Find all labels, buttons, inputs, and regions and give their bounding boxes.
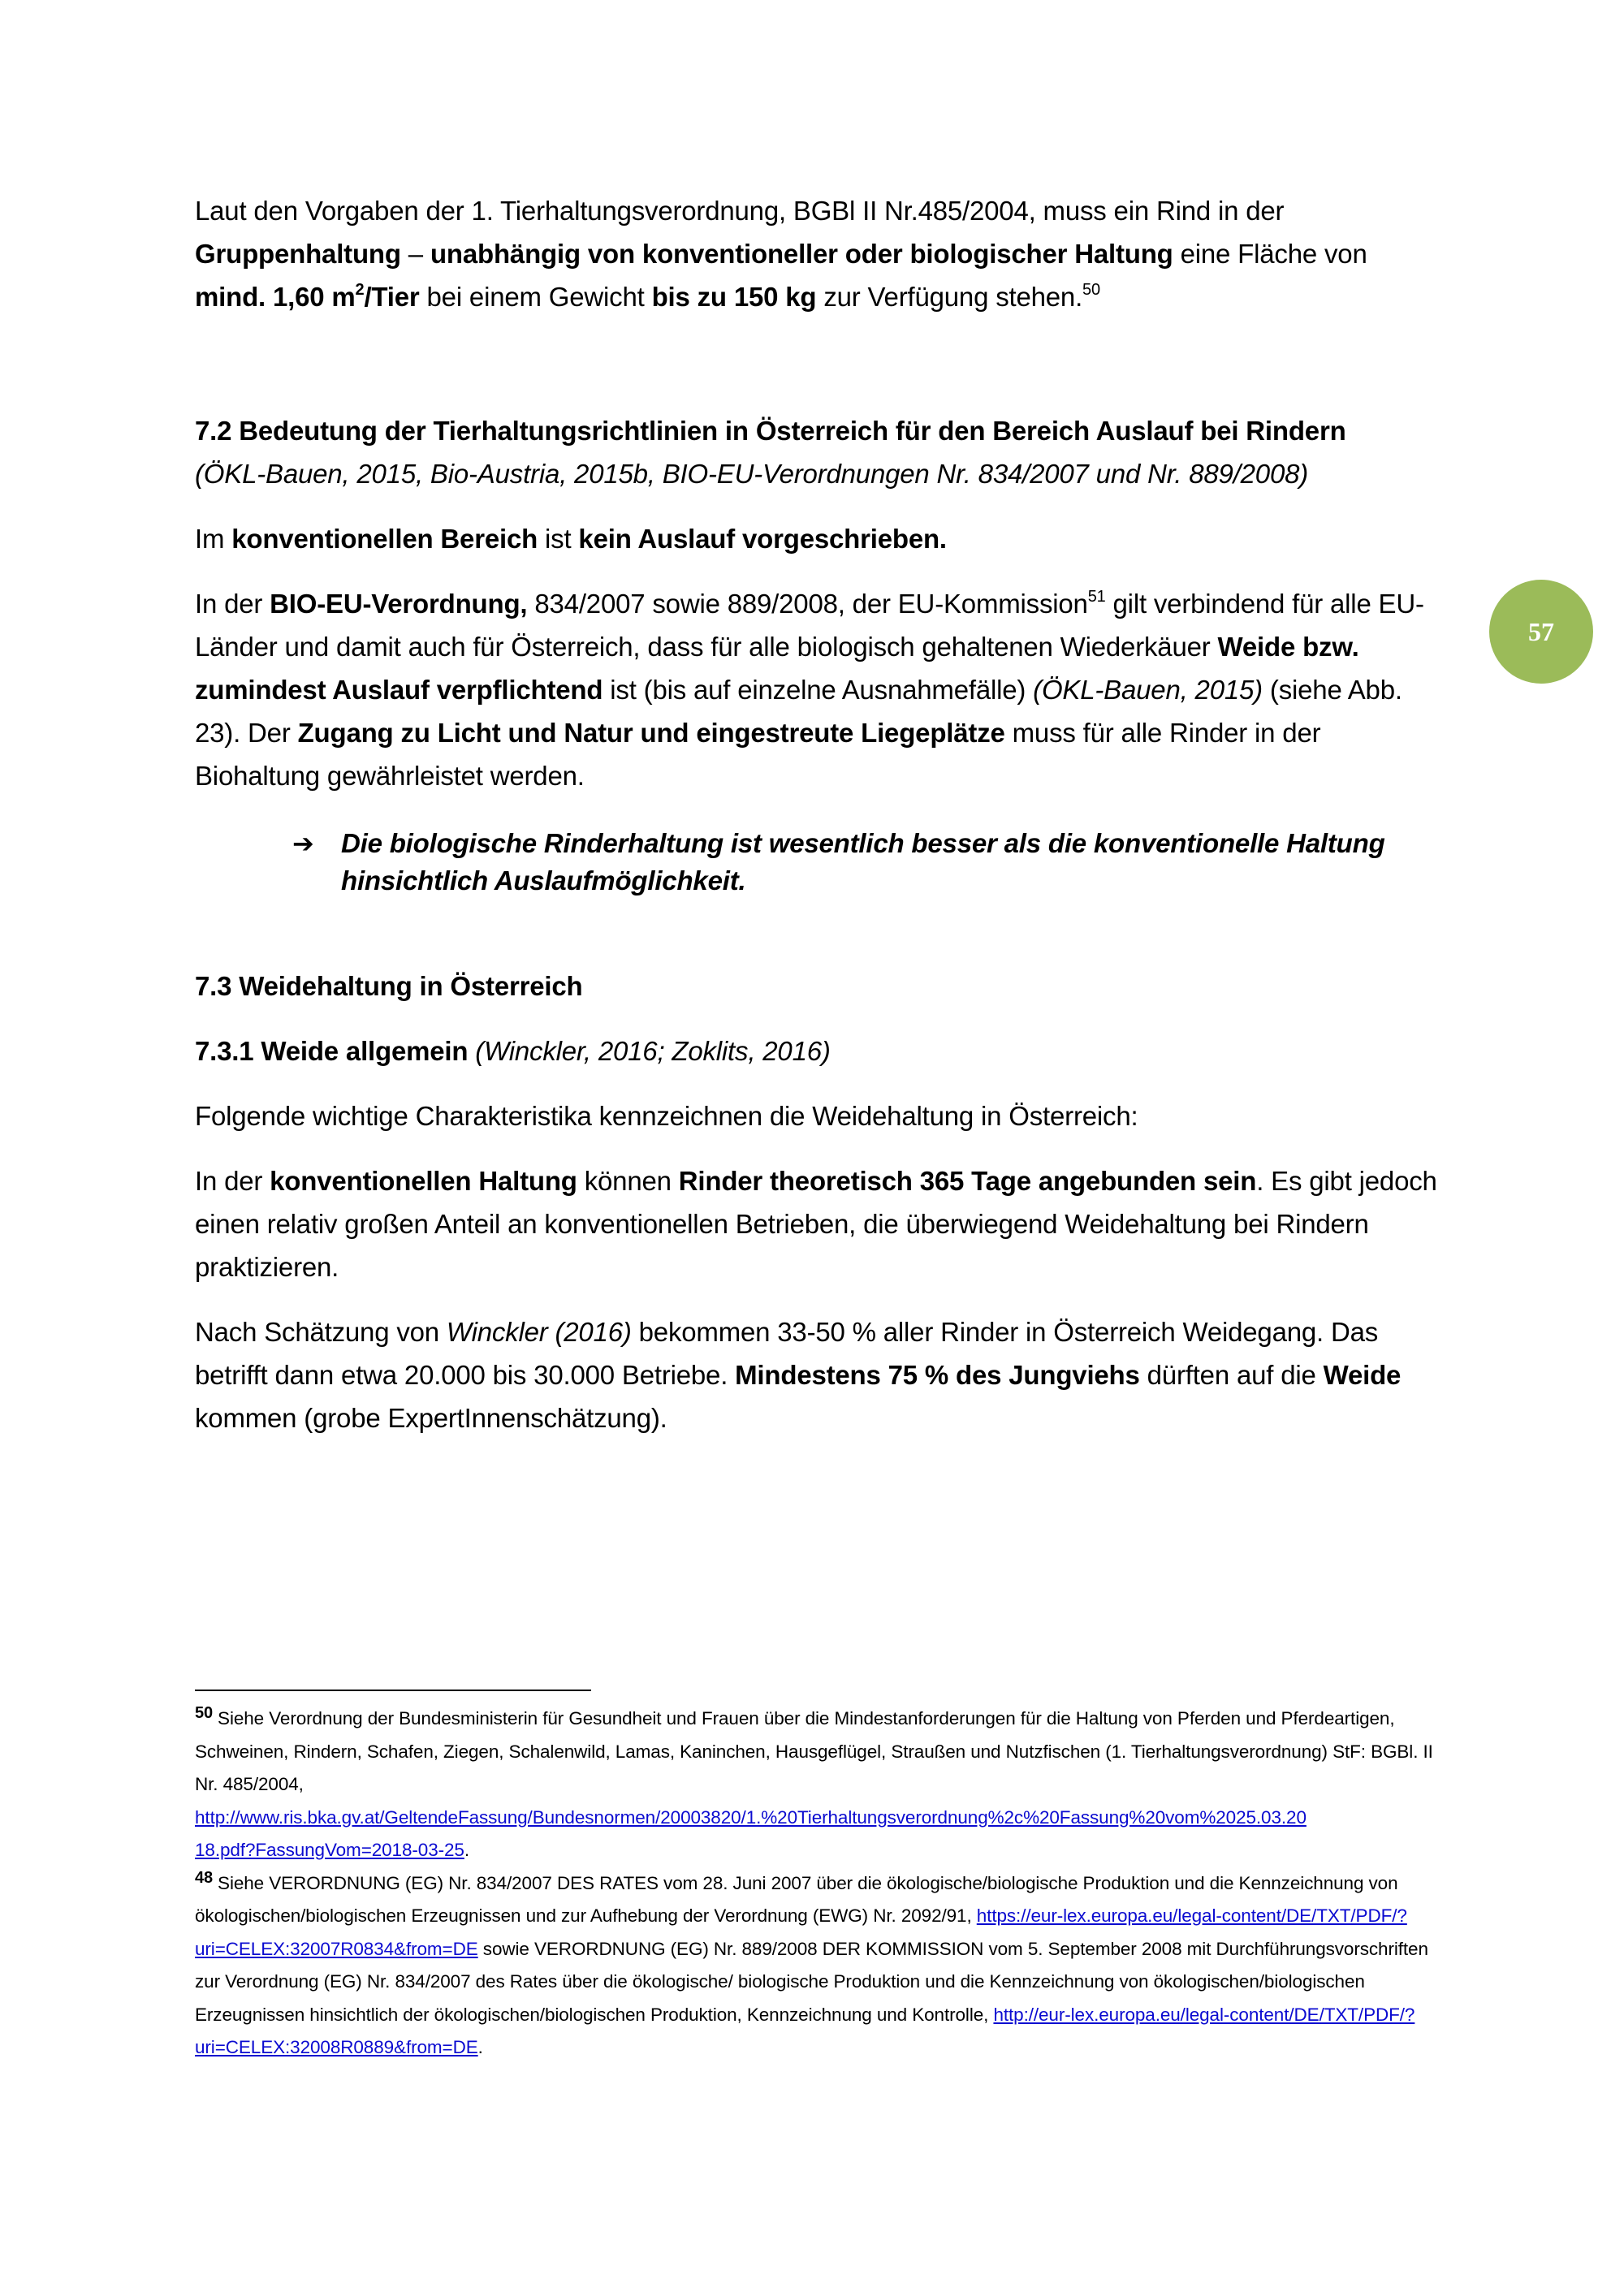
arrow-right-icon: ➔ [292,828,314,859]
footnote-48-link-1[interactable]: https://eur-lex.europa.eu/legal-content/DE/TXT/PDF/?uri=CELEX:32007R0834&from=DE [195,1905,1407,1959]
section-7-3-paragraph-3: Nach Schätzung von Winckler (2016) bekommen 33-50 % aller Rinder in Österreich Weidegang. Das betrifft dann etwa 20.000 bis 30.000 Betriebe. Mindestens 75 % des Jungviehs dürften auf die Weide kommen (grobe ExpertInnenschätzung). [195,1317,1402,1433]
intro-paragraph: Laut den Vorgaben der 1. Tierhaltungsverordnung, BGBl II Nr.485/2004, muss ein Rind in der Gruppenhaltung – unabhängig von konventioneller oder biologischer Haltung eine Fläche von mind. 1,60 $m^2$/Tier bei einem Gewicht bis zu 150 kg zur Verfügung stehen.$^{50}$ [195,196,1367,312]
footnote-number: 50 [195,1704,214,1722]
page-number-badge: 57 [1489,580,1593,684]
section-7-2-sources: (ÖKL-Bauen, 2015, Bio-Austria, 2015b, BIO-EU-Verordnungen Nr. 834/2007 und Nr. 889/2008) [195,459,1309,489]
section-7-2-paragraph-1: Im konventionellen Bereich ist kein Auslauf vorgeschrieben. [195,524,947,554]
section-7-3-1-sources: (Winckler, 2016; Zoklits, 2016) [468,1036,831,1066]
section-7-2-heading: 7.2 Bedeutung der Tierhaltungsrichtlinien in Österreich für den Bereich Auslauf bei Rindern (ÖKL-Bauen, 2015, Bio-Austria, 2015b, BIO-EU-Verordnungen Nr. 834/2007 und Nr. 889/2008) [195,416,1346,489]
section-7-3-1-heading: 7.3.1 Weide allgemein (Winckler, 2016; Zoklits, 2016) [195,1036,831,1066]
footnote-50: 50 Siehe Verordnung der Bundesministerin für Gesundheit und Frauen über die Mindestanforderungen für die Haltung von Pferden und Pferdeartigen, Schweinen, Rindern, Schafen, Ziegen, Schalenwild, Lamas, Kaninchen, Hausgeflügel, Straußen und Nutzfischen (1. Tierhaltungsverordnung) StF: BGBl. II Nr. 485/2004, http://www.ris.bka.gv.at/GeltendeFassung/Bundesnormen/20003820/1.%20Tierhaltungsverordnung%2c%20Fassung%20vom%2025.03.20 18.pdf?FassungVom=2018-03-25. [195,1704,1433,1860]
footnote-number: 48 [195,1868,214,1887]
footnotes [195,1703,1445,2065]
section-7-3-heading: 7.3 Weidehaltung in Österreich [195,971,583,1001]
section-7-3-paragraph-1: Folgende wichtige Charakteristika kennzeichnen die Weidehaltung in Österreich: [195,1101,1138,1131]
footnote-separator [195,1690,591,1691]
footnote-50-link[interactable]: http://www.ris.bka.gv.at/GeltendeFassung/Bundesnormen/20003820/1.%20Tierhaltungsverordnung%2c%20Fassung%20vom%2025.03.20 18.pdf?FassungVom=2018-03-25 [195,1806,1307,1860]
footnote-48: 48 Siehe VERORDNUNG (EG) Nr. 834/2007 DES RATES vom 28. Juni 2007 über die ökologische/biologische Produktion und die Kennzeichnung von ökologischen/biologischen Erzeugnissen und zur Aufhebung der Verordnung (EWG) Nr. 2092/91, https://eur-lex.europa.eu/legal-content/DE/TXT/PDF/?uri=CELEX:32007R0834&from=DE sowie VERORDNUNG (EG) Nr. 889/2008 DER KOMMISSION vom 5. September 2008 mit Durchführungsvorschriften zur Verordnung (EG) Nr. 834/2007 des Rates über die ökologische/ biologische Produktion und die Kennzeichnung von ökologischen/biologischen Erzeugnissen hinsichtlich der ökologischen/biologischen Produktion, Kennzeichnung und Kontrolle, http://eur-lex.europa.eu/legal-content/DE/TXT/PDF/?uri=CELEX:32008R0889&from=DE. [195,1868,1428,2057]
section-7-3-paragraph-2: In der konventionellen Haltung können Rinder theoretisch 365 Tage angebunden sein. Es gibt jedoch einen relativ großen Anteil an konventionellen Betrieben, die überwiegend Weidehaltung bei Rindern praktizieren. [195,1166,1437,1282]
footnote-48-link-2[interactable]: http://eur-lex.europa.eu/legal-content/DE/TXT/PDF/?uri=CELEX:32008R0889&from=DE [195,2004,1415,2057]
main-content [195,189,1445,1439]
conclusion-bullet: ➔ Die biologische Rinderhaltung ist wesentlich besser als die konventionelle Haltung hinsichtlich Auslaufmöglichkeit. [292,825,1445,900]
footnote-ref-50[interactable]: 50 [1082,281,1100,299]
section-7-2-paragraph-2: In der BIO-EU-Verordnung, 834/2007 sowie 889/2008, der EU-Kommission$^{51}$ gilt verbindend für alle EU-Länder und damit auch für Österreich, dass für alle biologisch gehaltenen Wiederkäuer Weide bzw. zumindest Auslauf verpflichtend ist (bis auf einzelne Ausnahmefälle) (ÖKL-Bauen, 2015) (siehe Abb. 23). Der Zugang zu Licht und Natur und eingestreute Liegeplätze muss für alle Rinder in der Biohaltung gewährleistet werden. [195,588,1424,791]
footnote-ref-51[interactable]: 51 [1087,588,1106,606]
